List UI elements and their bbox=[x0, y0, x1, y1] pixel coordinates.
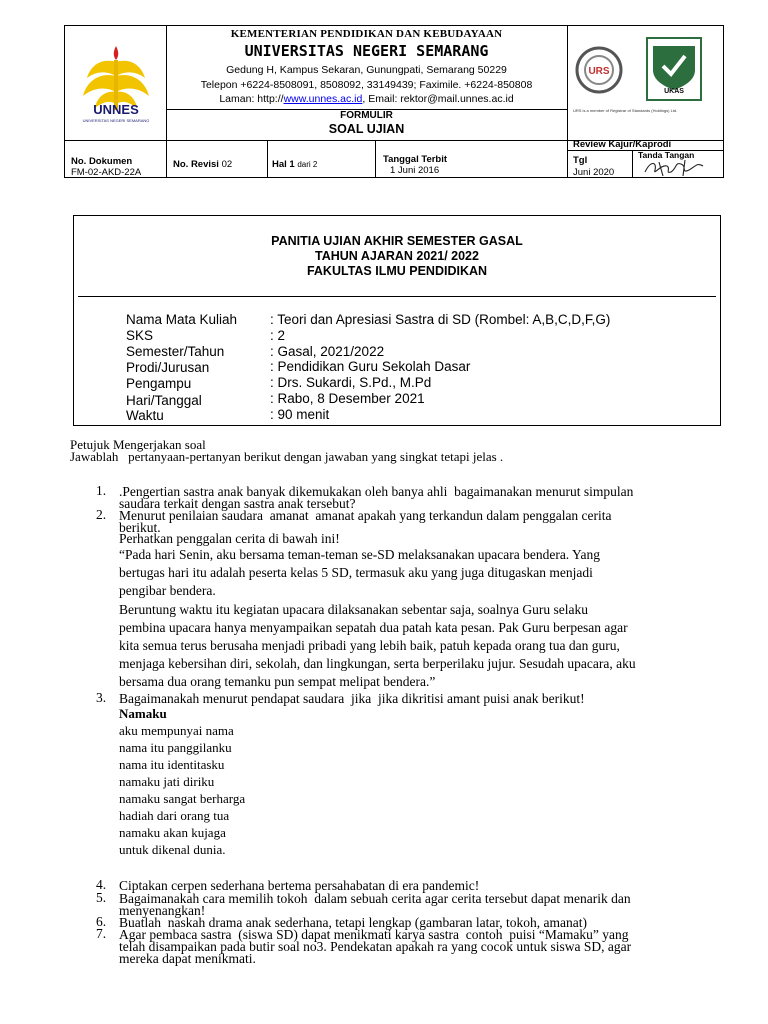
instructions-title: Petujuk Mengerjakan soal bbox=[70, 437, 206, 452]
poem-line: nama itu panggilanku bbox=[119, 740, 232, 755]
poem-title: Namaku bbox=[119, 706, 167, 721]
story-line: bersama dua orang temanku pun sempat melipat bendera.” bbox=[119, 674, 436, 689]
urs-ukas-certification-icon bbox=[573, 34, 717, 106]
poem-line: aku mempunyai nama bbox=[119, 723, 234, 738]
question-number: 6. bbox=[96, 914, 107, 929]
field-value: : Pendidikan Guru Sekolah Dasar bbox=[270, 359, 471, 374]
question-4-line: Ciptakan cerpen sederhana bertema persahabatan di era pandemic! bbox=[119, 878, 480, 893]
exam-info-box bbox=[73, 215, 721, 426]
field-label: Prodi/Jurusan bbox=[126, 360, 210, 375]
page-label: Hal 1 bbox=[272, 159, 295, 170]
tgl-label: Tgl bbox=[573, 155, 588, 166]
question-5-line: menyenangkan! bbox=[119, 903, 206, 918]
question-5-line: Bagaimanakah cara memilih tokoh dalam sebuah cerita agar cerita tersebut dapat menarik dan bbox=[119, 891, 631, 906]
field-value: : Gasal, 2021/2022 bbox=[270, 344, 385, 359]
story-line: kita semua terus berusaha menjadi pribadi yang lebih baik, patuh kepada orang tua dan guru, bbox=[119, 638, 620, 653]
field-label: Semester/Tahun bbox=[126, 344, 225, 359]
question-number: 2. bbox=[96, 507, 107, 522]
university-name: UNIVERSITAS NEGERI SEMARANG bbox=[244, 42, 489, 60]
signature-image bbox=[641, 158, 715, 178]
story-line: “Pada hari Senin, aku bersama teman-teman se-SD melaksanakan upacara bendera. Yang bbox=[119, 547, 600, 562]
issue-date-value: 1 Juni 2016 bbox=[390, 165, 440, 176]
field-label: Nama Mata Kuliah bbox=[126, 312, 238, 327]
field-label: Hari/Tanggal bbox=[126, 393, 202, 408]
poem-line: namaku sangat berharga bbox=[119, 791, 246, 806]
question-3-line: Bagaimanakah menurut pendapat saudara jika jika dikritisi amant puisi anak berikut! bbox=[119, 691, 585, 706]
email-text: , Email: rektor@mail.unnes.ac.id bbox=[362, 93, 514, 105]
question-number: 7. bbox=[96, 926, 107, 941]
question-7-line: Agar pembaca sastra (siswa SD) dapat menikmati karya sastra contoh puisi “Mamaku” yang bbox=[119, 927, 629, 942]
header-divider bbox=[166, 140, 167, 177]
academic-year: TAHUN AJARAN 2021/ 2022 bbox=[315, 249, 479, 263]
question-number: 5. bbox=[96, 890, 107, 905]
doc-no-value: FM-02-AKD-22A bbox=[71, 167, 142, 178]
page-info bbox=[272, 159, 317, 171]
svg-text:URS: URS bbox=[588, 66, 610, 77]
university-address: Gedung H, Kampus Sekaran, Gunungpati, Semarang 50229 bbox=[226, 64, 507, 76]
question-7-line: telah disampaikan pada butir soal no3. Pendekatan apakah ra yang cocok untuk siswa SD, agar bbox=[119, 939, 632, 954]
form-label: FORMULIR bbox=[340, 110, 393, 121]
logo-text: UNNES bbox=[93, 102, 139, 117]
university-web-email bbox=[166, 92, 567, 107]
web-prefix: Laman: http:// bbox=[219, 93, 284, 105]
question-6-line: Buatlah naskah drama anak sederhana, tetapi lengkap (gambaran latar, tokoh, amanat) bbox=[119, 915, 588, 930]
ukas-label: UKAS bbox=[664, 88, 684, 95]
question-1-line: .Pengertian sastra anak banyak dikemukakan oleh banya ahli bagaimanakan menurut simpulan bbox=[119, 484, 634, 499]
field-value: : 2 bbox=[270, 328, 286, 343]
question-2-line: Menurut penilaian saudara amanat amanat apakah yang terkandun dalam penggalan cerita bbox=[119, 508, 612, 523]
issue-date-label: Tanggal Terbit bbox=[383, 154, 448, 165]
question-1-line: saudara terkait dengan sastra anak tersebut? bbox=[119, 496, 356, 511]
field-value: : Teori dan Apresiasi Sastra di SD (Rombel: A,B,C,D,F,G) bbox=[270, 312, 611, 327]
unnes-logo bbox=[73, 38, 159, 133]
question-2-line: Perhatkan penggalan cerita di bawah ini! bbox=[119, 531, 340, 546]
header-divider bbox=[267, 140, 268, 177]
story-line: Beruntung waktu itu kegiatan upacara dilaksanakan sebentar saja, soalnya Guru selaku bbox=[119, 602, 588, 617]
story-line: menjaga kebersihan diri, sekolah, dan lingkungan, serta berperilaku jujur. Sesudah upacara, aku bbox=[119, 656, 636, 671]
page-of: dari 2 bbox=[297, 160, 318, 169]
revision-value: 02 bbox=[221, 159, 233, 170]
story-line: bertugas hari itu adalah peserta kelas 5 SD, termasuk aku yang juga ditugaskan menjadi bbox=[119, 565, 593, 580]
certification-logos bbox=[573, 34, 717, 118]
ministry-name: KEMENTERIAN PENDIDIKAN DAN KEBUDAYAAN bbox=[230, 28, 503, 40]
field-value: : Drs. Sukardi, S.Pd., M.Pd bbox=[270, 375, 432, 390]
field-value: : 90 menit bbox=[270, 407, 330, 422]
question-2-line: berikut. bbox=[119, 520, 161, 535]
poem-line: untuk dikenal dunia. bbox=[119, 842, 226, 857]
header-divider bbox=[375, 140, 376, 177]
tgl-value: Juni 2020 bbox=[573, 167, 615, 178]
doc-no-label: No. Dokumen bbox=[71, 156, 133, 167]
question-number: 4. bbox=[96, 877, 107, 892]
field-label: Pengampu bbox=[126, 376, 192, 391]
logo-subtext: UNIVERSITAS NEGERI SEMARANG bbox=[82, 118, 150, 123]
question-number: 3. bbox=[96, 690, 107, 705]
story-line: pengibar bendera. bbox=[119, 583, 216, 598]
header-divider bbox=[632, 150, 633, 177]
revision-label: No. Revisi bbox=[173, 159, 219, 170]
poem-line: namaku akan kujaga bbox=[119, 825, 226, 840]
field-label: SKS bbox=[126, 328, 154, 343]
document-header-table bbox=[64, 25, 724, 178]
question-number: 1. bbox=[96, 483, 107, 498]
header-divider bbox=[567, 26, 568, 141]
revision bbox=[173, 159, 232, 171]
instructions-text: Jawablah pertanyaan-pertanyan berikut dengan jawaban yang singkat tetapi jelas . bbox=[70, 449, 504, 464]
form-title: SOAL UJIAN bbox=[328, 122, 405, 136]
field-label: Waktu bbox=[126, 408, 164, 423]
signature-label: Tanda Tangan bbox=[638, 150, 695, 160]
exam-divider bbox=[78, 296, 716, 297]
faculty-name: FAKULTAS ILMU PENDIDIKAN bbox=[306, 264, 488, 278]
poem-line: nama itu identitasku bbox=[119, 757, 225, 772]
field-value: : Rabo, 8 Desember 2021 bbox=[270, 391, 425, 406]
website-link[interactable]: www.unnes.ac.id bbox=[283, 93, 363, 105]
header-divider bbox=[567, 140, 568, 177]
review-label: Review Kajur/Kaprodi bbox=[573, 139, 672, 150]
certification-caption: URS is a member of Registrar of Standards (Holdings) Ltd. bbox=[573, 108, 678, 113]
story-line: pembina upacara hanya menyampaikan sepatah dua patah kata pesan. Pak Guru berpesan agar bbox=[119, 620, 628, 635]
poem-line: namaku jati diriku bbox=[119, 774, 215, 789]
exam-committee-title: PANITIA UJIAN AKHIR SEMESTER GASAL bbox=[271, 234, 523, 248]
poem-line: hadiah dari orang tua bbox=[119, 808, 230, 823]
question-7-line: mereka dapat menikmati. bbox=[119, 951, 256, 966]
university-phone: Telepon +6224-8508091, 8508092, 33149439; Faximile. +6224-850808 bbox=[200, 79, 533, 91]
